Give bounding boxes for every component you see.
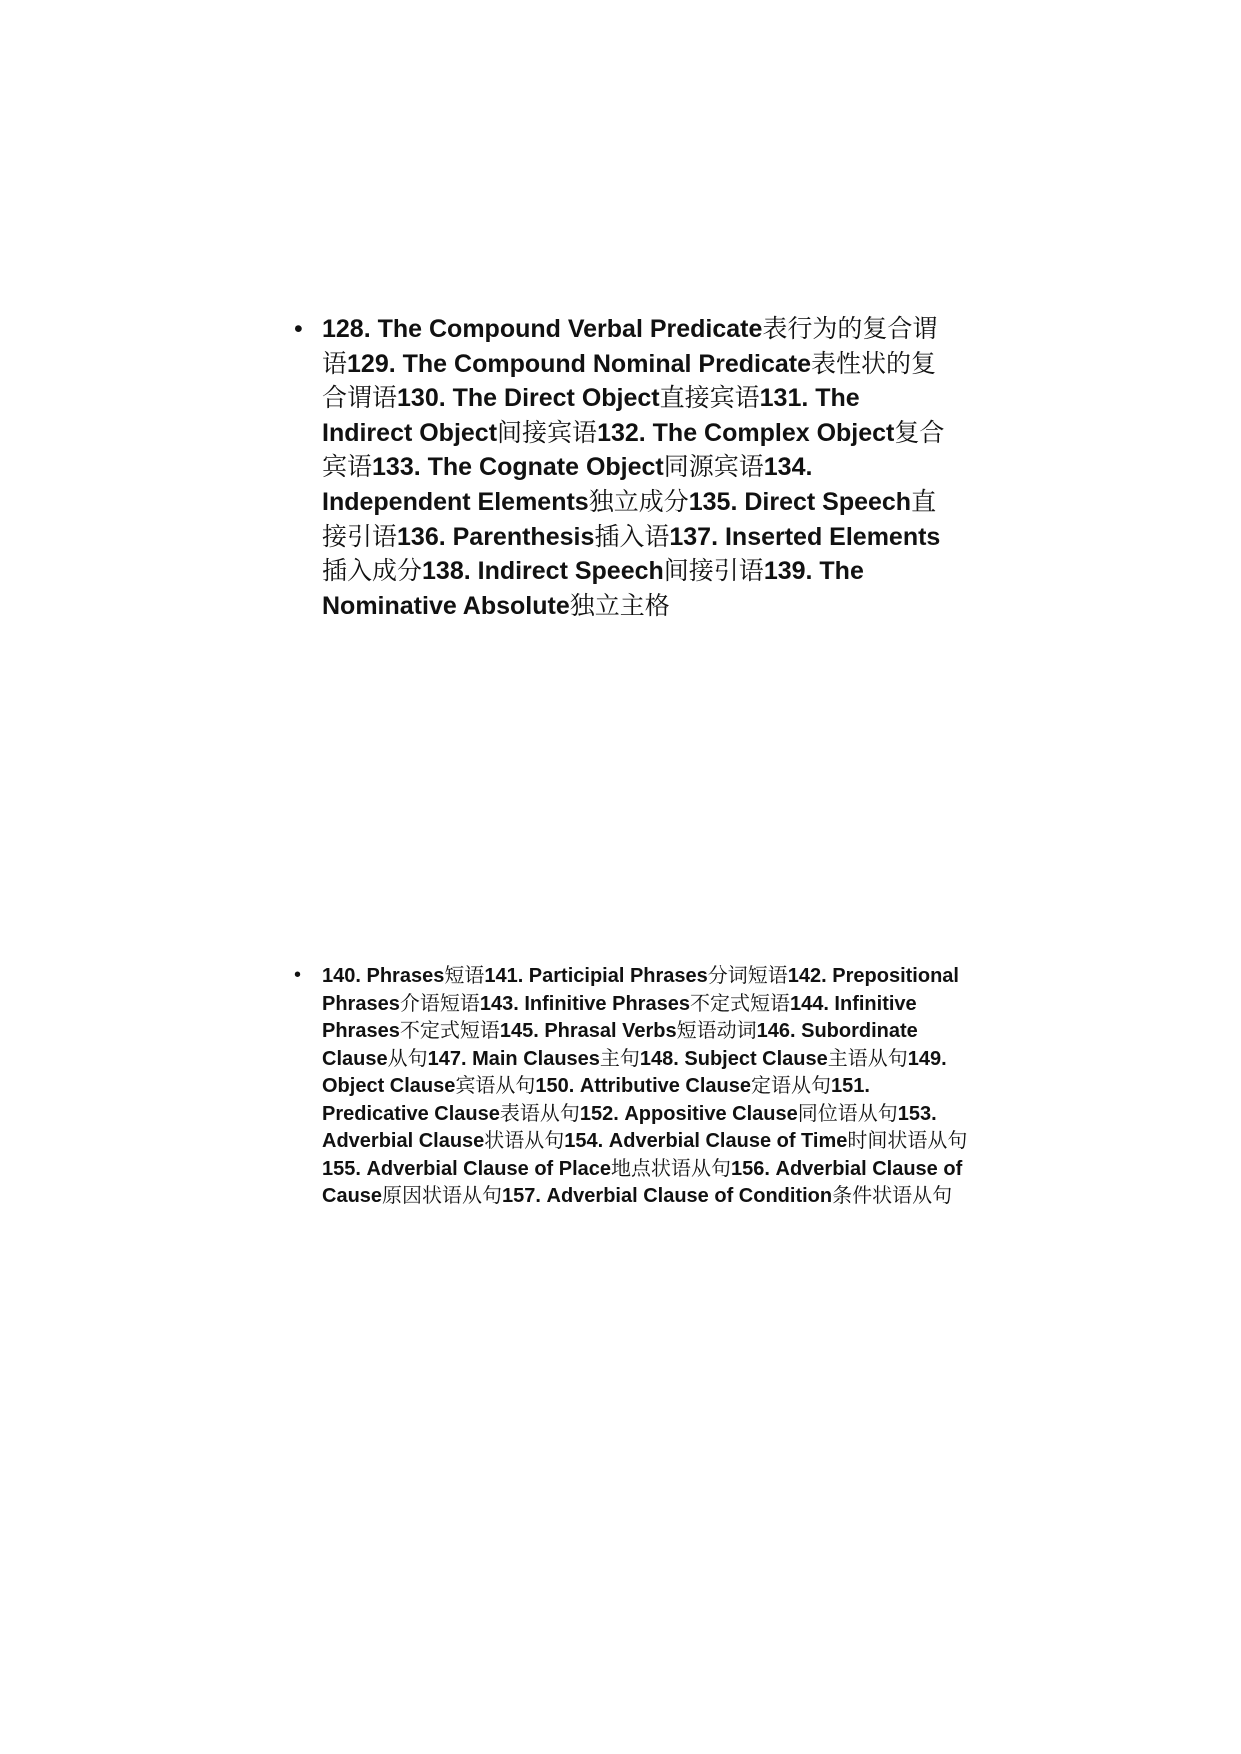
term-zh: 原因状语从句 <box>382 1183 503 1207</box>
bullet-item <box>294 312 954 623</box>
term-zh: 间接引语 <box>663 556 764 586</box>
term-zh: 直接引语 <box>322 486 937 551</box>
term-zh: 定语从句 <box>751 1073 832 1097</box>
term-en: 142. Prepositional Phrases <box>322 965 959 1015</box>
bullet-list-phrases-clauses <box>294 962 974 1210</box>
term-en: 139. The Nominative Absolute <box>322 557 864 620</box>
term-zh: 表语从句 <box>499 1100 580 1125</box>
term-en: 141. Participial Phrases <box>484 965 708 987</box>
bullet-list-grammar-elements <box>294 312 954 623</box>
term-en: 155. Adverbial Clause of Place <box>322 1157 612 1180</box>
term-en: 148. Subject Clause <box>639 1047 828 1070</box>
term-en: 153. Adverbial Clause <box>322 1102 937 1152</box>
term-en: 137. Inserted Elements <box>669 522 941 551</box>
term-zh: 短语 <box>444 963 485 987</box>
term-zh: 不定式短语 <box>689 990 790 1015</box>
term-en: 156. Adverbial Clause of Cause <box>322 1157 963 1207</box>
term-en: 143. Infinitive Phrases <box>479 992 690 1015</box>
term-en: 147. Main Clauses <box>427 1047 600 1070</box>
term-zh: 主语从句 <box>827 1045 908 1070</box>
term-zh: 从句 <box>387 1045 428 1070</box>
term-zh: 状语从句 <box>484 1128 565 1152</box>
bullet-item <box>294 962 974 1210</box>
term-en: 144. Infinitive Phrases <box>322 992 917 1042</box>
term-zh: 时间状语从句 <box>847 1128 968 1152</box>
term-en: 134. Independent Elements <box>322 453 813 516</box>
term-zh: 主句 <box>599 1045 640 1070</box>
term-zh: 复合宾语 <box>322 417 945 482</box>
term-en: 129. The Compound Nominal Predicate <box>347 349 811 378</box>
term-en: 132. The Complex Object <box>597 418 895 447</box>
term-zh: 介语短语 <box>399 990 480 1015</box>
term-zh: 表性状的复合谓语 <box>322 348 937 413</box>
bullet-dot: • <box>294 315 303 343</box>
term-zh: 直接宾语 <box>659 383 760 413</box>
term-en: 133. The Cognate Object <box>372 453 664 482</box>
term-zh: 同位语从句 <box>797 1100 898 1125</box>
term-en: 136. Parenthesis <box>397 522 595 551</box>
bullet-text <box>322 315 944 620</box>
term-zh: 短语动词 <box>676 1018 757 1042</box>
term-en: 135. Direct Speech <box>688 487 912 516</box>
term-zh: 地点状语从句 <box>611 1155 732 1180</box>
term-en: 151. Predicative Clause <box>322 1075 870 1125</box>
term-en: 140. Phrases <box>322 965 445 987</box>
term-zh: 插入成分 <box>322 556 423 586</box>
term-zh: 间接宾语 <box>497 417 598 447</box>
term-zh: 不定式短语 <box>399 1018 500 1042</box>
term-zh: 分词短语 <box>707 963 788 987</box>
term-en: 157. Adverbial Clause of Condition <box>502 1185 833 1207</box>
term-en: 145. Phrasal Verbs <box>499 1020 677 1042</box>
bullet-dot: • <box>294 964 302 986</box>
term-en: 130. The Direct Object <box>397 384 660 413</box>
bullet-text <box>322 965 967 1207</box>
term-en: 154. Adverbial Clause of Time <box>564 1130 848 1152</box>
term-en: 131. The Indirect Object <box>322 384 860 447</box>
term-zh: 独立主格 <box>569 590 670 620</box>
term-zh: 独立成分 <box>588 486 689 516</box>
term-en: 150. Attributive Clause <box>535 1075 752 1097</box>
term-en: 146. Subordinate Clause <box>322 1020 918 1070</box>
term-en: 128. The Compound Verbal Predicate <box>322 315 763 343</box>
term-en: 152. Appositive Clause <box>579 1102 798 1125</box>
term-en: 138. Indirect Speech <box>422 557 664 586</box>
term-zh: 条件状语从句 <box>832 1183 953 1207</box>
term-zh: 表行为的复合谓语 <box>322 314 938 378</box>
term-zh: 同源宾语 <box>663 452 764 482</box>
term-en: 149. Object Clause <box>322 1047 947 1097</box>
term-zh: 宾语从句 <box>455 1073 536 1097</box>
term-zh: 插入语 <box>594 521 670 551</box>
